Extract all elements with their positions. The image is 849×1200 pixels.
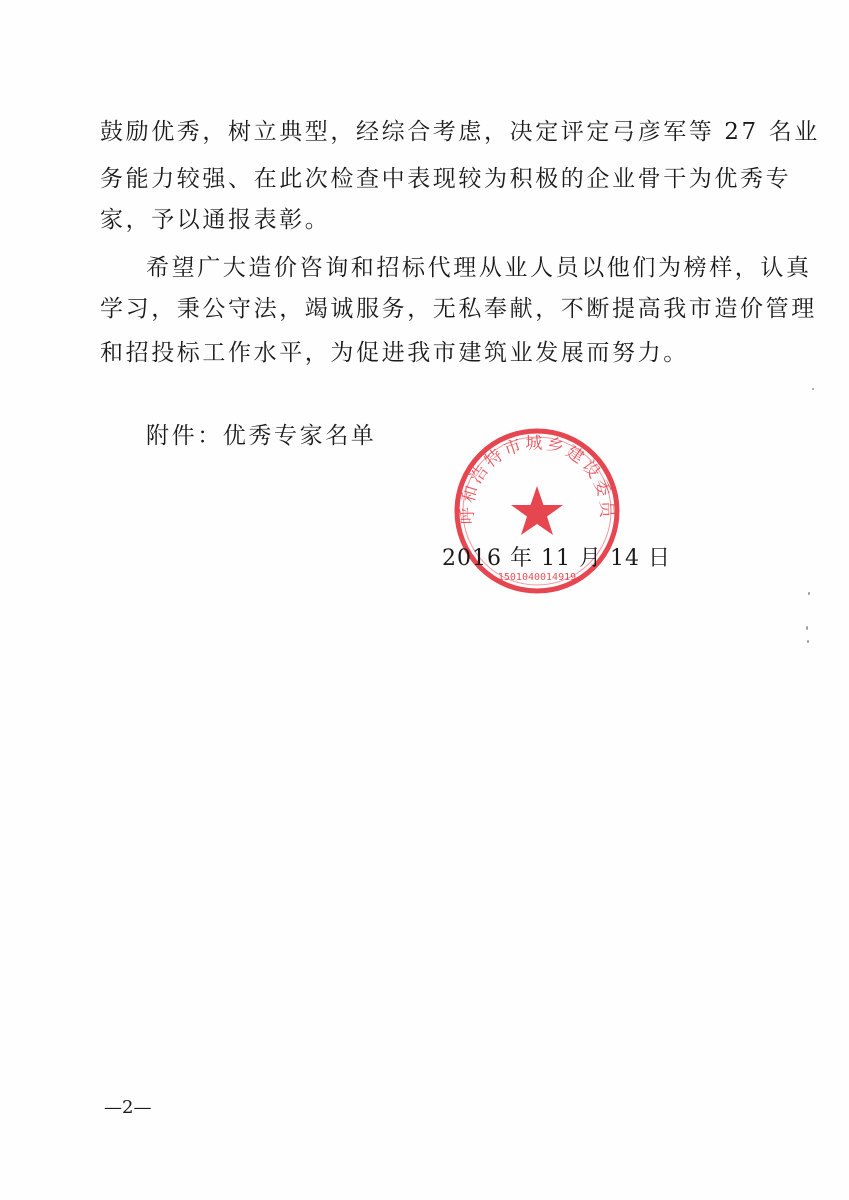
scan-speck [807, 640, 809, 643]
scan-speck [812, 388, 814, 390]
paragraph-2-line-2: 学习，秉公守法，竭诚服务，无私奉献，不断提高我市造价管理 [100, 296, 817, 322]
attachment-note: 附件：优秀专家名单 [146, 423, 377, 449]
paragraph-1-line-3: 家，予以通报表彰。 [100, 207, 331, 233]
paragraph-2-line-1: 希望广大造价咨询和招标代理从业人员以他们为榜样，认真 [146, 255, 812, 281]
seal-star-icon [511, 486, 563, 535]
paragraph-2-line-3: 和招投标工作水平，为促进我市建筑业发展而努力。 [100, 340, 689, 366]
scan-speck [806, 626, 808, 630]
issue-date: 2016 年 11 月 14 日 [442, 546, 671, 571]
scan-speck [808, 592, 810, 595]
page-number: —2— [104, 1097, 152, 1118]
paragraph-1-line-1: 鼓励优秀，树立典型，经综合考虑，决定评定弓彦军等 27 名业 [100, 119, 820, 145]
paragraph-1-line-2: 务能力较强、在此次检查中表现较为积极的企业骨干为优秀专 [100, 166, 792, 192]
seal-serial-number: 1501040014919 [497, 572, 577, 583]
seal-arc-text: 呼和浩特市城乡建设委员 [457, 433, 617, 525]
